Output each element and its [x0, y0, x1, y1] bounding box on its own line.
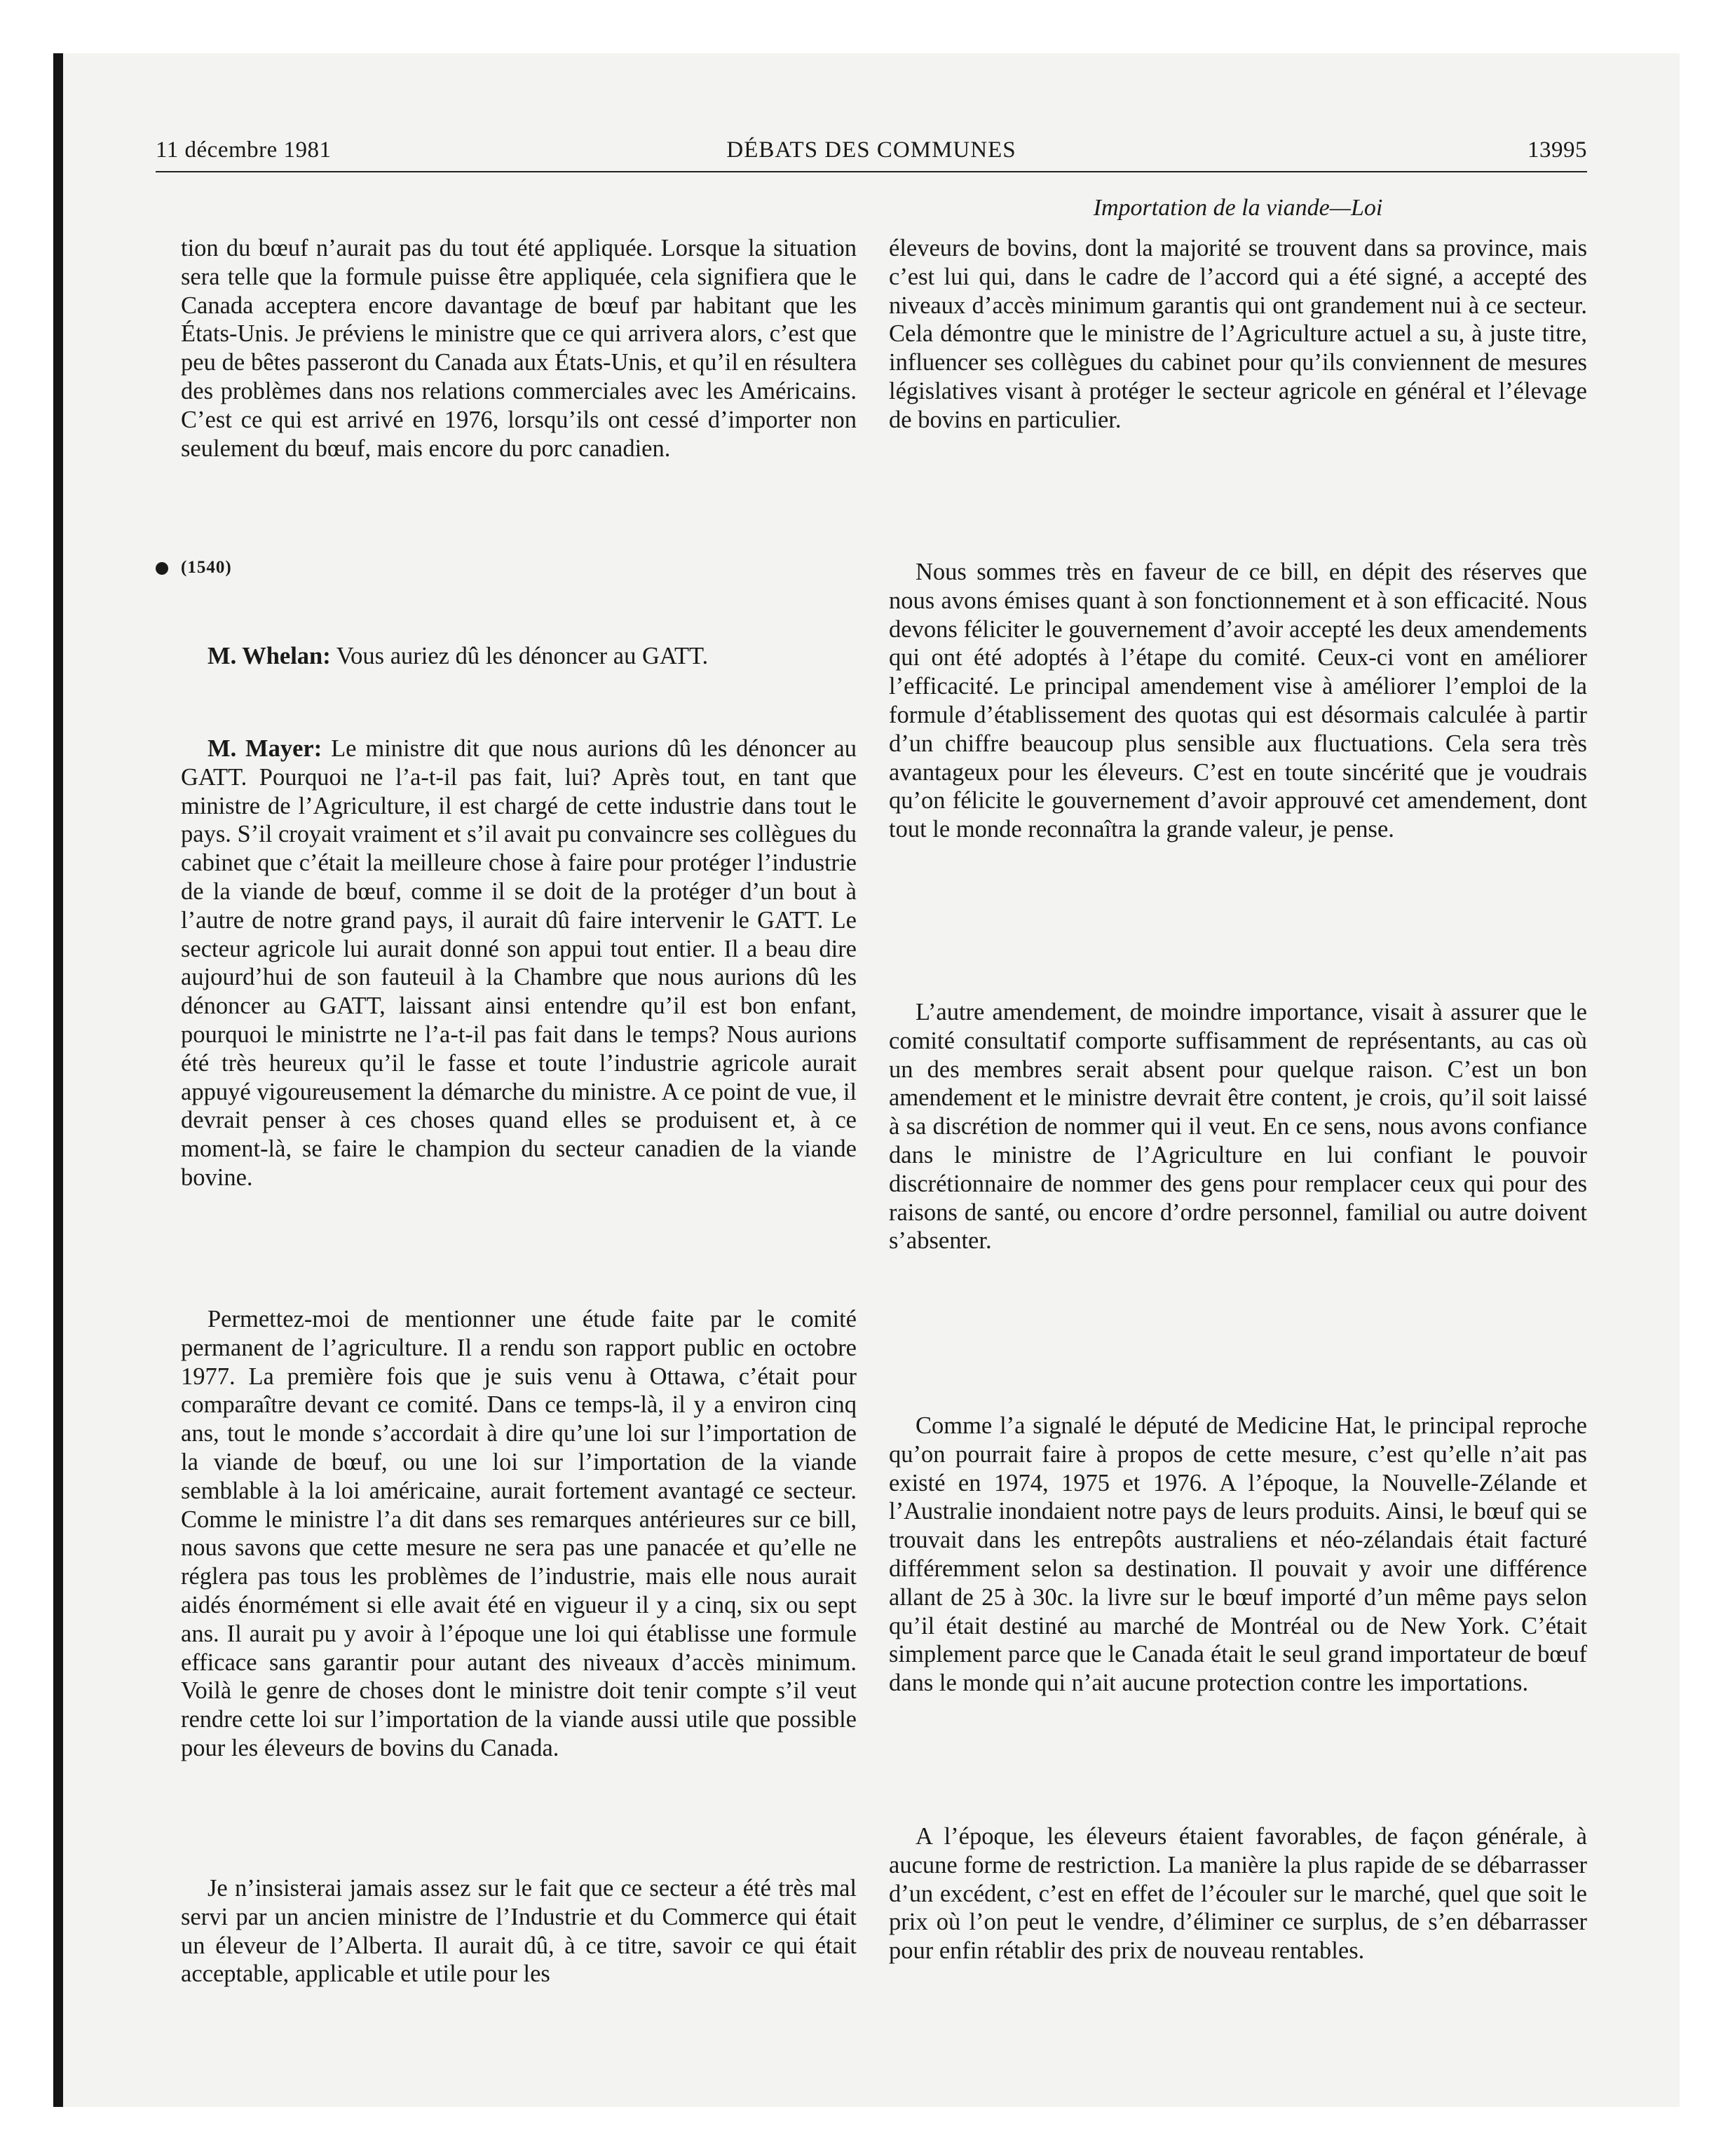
right-paragraph-4: Comme l’a signalé le député de Medicine Hat, le principal reproche qu’on pourrait faire à propos de cette mesure, c’est qu’elle n’ait pas existé en 1974, 1975 et 1976. A l’époque, la Nouvelle-Zélande et l’Australie inondaient notre pays de leurs produits. Ainsi, le bœuf qui se trouvait dans les entrepôts australiens et néo-zélandais était facturé différemment selon sa destination. Il pouvait y avoir une différence allant de 25 à 30c. la livre sur le bœuf importé d’un même pays selon qu’il était destiné au marché de Montréal ou de New York. C’était simplement parce que le Canada était le seul grand importateur de bœuf dans le monde qui n’ait aucune protection contre les importations. — [889, 1412, 1587, 1697]
right-paragraph-1: éleveurs de bovins, dont la majorité se trouvent dans sa province, mais c’est lui qui, dans le cadre de l’accord qui a été signé, a accepté des niveaux d’accès minimum garantis qui ont grandement nui à ce secteur. Cela démontre que le ministre de l’Agriculture actuel a su, à juste titre, influencer ses collègues du cabinet pour qu’ils conviennent de mesures législatives visant à protéger le secteur agricole en général et l’élevage de bovins en particulier. — [889, 235, 1587, 433]
speaker-mayer: M. Mayer: — [207, 735, 322, 762]
left-paragraph-1: tion du bœuf n’aurait pas du tout été appliquée. Lorsque la situation sera telle que la formule puisse être appliquée, cela signifiera que le Canada acceptera encore davantage de bœuf par habitant que les États-Unis. Je préviens le ministre que ce qui arrivera alors, c’est que peu de bêtes passeront du Canada aux États-Unis, et qu’il en résultera des problèmes dans nos relations commerciales avec les Américains. C’est ce qui est arrivé en 1976, lorsqu’ils ont cessé d’importer non seulement du bœuf, mais encore du porc canadien. — [181, 235, 857, 462]
header-page-number: 13995 — [1528, 137, 1587, 163]
header-rule — [156, 171, 1587, 172]
page-header — [156, 137, 1587, 171]
bullet-icon — [156, 562, 168, 575]
time-marker — [156, 558, 232, 578]
right-paragraph-2: Nous sommes très en faveur de ce bill, en dépit des réserves que nous avons émises quant à son fonctionnement et à son efficacité. Nous devons féliciter le gouvernement d’avoir accepté les deux amendements qui ont été adoptés à l’étape du comité. Ceux-ci vont en améliorer l’efficacité. Le principal amendement vise à améliorer l’emploi de la formule d’établissement des quotas qui est désormais calculée à partir d’un chiffre beaucoup plus sensible aux fluctuations. Cela sera très avantageux pour les éleveurs. C’est en toute sincérité que je voudrais qu’on félicite le gouvernement d’avoir approuvé cet amendement, dont tout le monde reconnaîtra la grande valeur, je pense. — [889, 559, 1587, 843]
whelan-text: Vous auriez dû les dénoncer au GATT. — [336, 643, 709, 669]
right-paragraph-5: A l’époque, les éleveurs étaient favorables, de façon générale, à aucune forme de restriction. La manière la plus rapide de se débarrasser d’un excédent, c’est en effet de l’écouler sur le marché, quel que soit le prix où l’on peut le vendre, d’éliminer ce surplus, de s’en débarrasser pour enfin rétablir des prix de nouveau rentables. — [889, 1823, 1587, 1965]
left-paragraph-4: Permettez-moi de mentionner une étude faite par le comité permanent de l’agriculture. Il a rendu son rapport public en octobre 1977. La première fois que je suis venu à Ottawa, c’était pour comparaître devant ce comité. Dans ce temps-là, il y a environ cinq ans, tout le monde s’accordait à dire qu’une loi sur l’importation de la viande de bœuf, ou une loi sur l’importation de la viande semblable à la loi américaine, aurait fortement avantagé ce secteur. Comme le ministre l’a dit dans ses remarques antérieures sur ce bill, nous savons que cette mesure ne sera pas une panacée et qu’elle ne réglera pas tous les problèmes de l’industrie, mais elle nous aurait aidés énormément si elle avait été en vigueur il y a cinq, six ou sept ans. Il aurait pu y avoir à l’époque une loi qui établisse une formule efficace sans garantir pour autant des niveaux d’accès minimum. Voilà le genre de choses dont le ministre doit tenir compte s’il veut rendre cette loi sur l’importation de la viande aussi utile que possible pour les éleveurs de bovins du Canada. — [181, 1306, 857, 1761]
mayer-text: Le ministre dit que nous aurions dû les dénoncer au GATT. Pourquoi ne l’a-t-il pas fait, lui? Après tout, en tant que ministre de l’Agriculture, il est chargé de cette industrie dans tout le pays. S’il croyait vraiment et s’il avait pu convaincre ses collègues du cabinet que c’était la meilleure chose à faire pour protéger l’industrie de la viande de bœuf, comme il se doit de la protéger d’un bout à l’autre de notre grand pays, il aurait dû faire intervenir le GATT. Le secteur agricole lui aurait donné son appui tout entier. Il a beau dire aujourd’hui de son fauteuil à la Chambre que nous aurions dû les dénoncer au GATT, laissant ainsi entendre qu’il est bon enfant, pourquoi le ministrte ne l’a-t-il pas fait dans le temps? Nous aurions été très heureux qu’il le fasse et toute l’industrie agricole aurait appuyé vigoureusement la démarche du ministre. A ce point de vue, il devrait penser à ces choses quand elles se produisent et, à ce moment-là, se faire le champion du secteur canadien de la viande bovine. — [181, 735, 857, 1191]
running-head: Importation de la viande—Loi — [1093, 195, 1383, 221]
scan-edge-bar — [53, 53, 63, 2107]
left-paragraph-5: Je n’insisterai jamais assez sur le fait que ce secteur a été très mal servi par un ancien ministre de l’Industrie et du Commerce qui était un éleveur de l’Alberta. Il aurait dû, à ce titre, savoir ce qui était acceptable, applicable et utile pour les — [181, 1875, 857, 1988]
header-date: 11 décembre 1981 — [156, 137, 332, 163]
header-title: DÉBATS DES COMMUNES — [726, 137, 1016, 163]
time-marker-text: (1540) — [181, 558, 232, 577]
whelan-paragraph — [181, 642, 857, 671]
speaker-whelan: M. Whelan: — [207, 643, 331, 669]
mayer-paragraph — [181, 735, 857, 1192]
right-paragraph-3: L’autre amendement, de moindre importance, visait à assurer que le comité consultatif comporte suffisamment de représentants, au cas où un des membres serait absent pour quelque raison. C’est un bon amendement et le ministre devrait être content, je crois, qu’il soit laissé à sa discrétion de nommer qui il veut. En ce sens, nous avons confiance dans le ministre de l’Agriculture en lui confiant le pouvoir discrétionnaire de nommer des gens pour remplacer ceux qui pour des raisons de santé, ou encore d’ordre personnel, familial ou autre doivent s’absenter. — [889, 999, 1587, 1255]
